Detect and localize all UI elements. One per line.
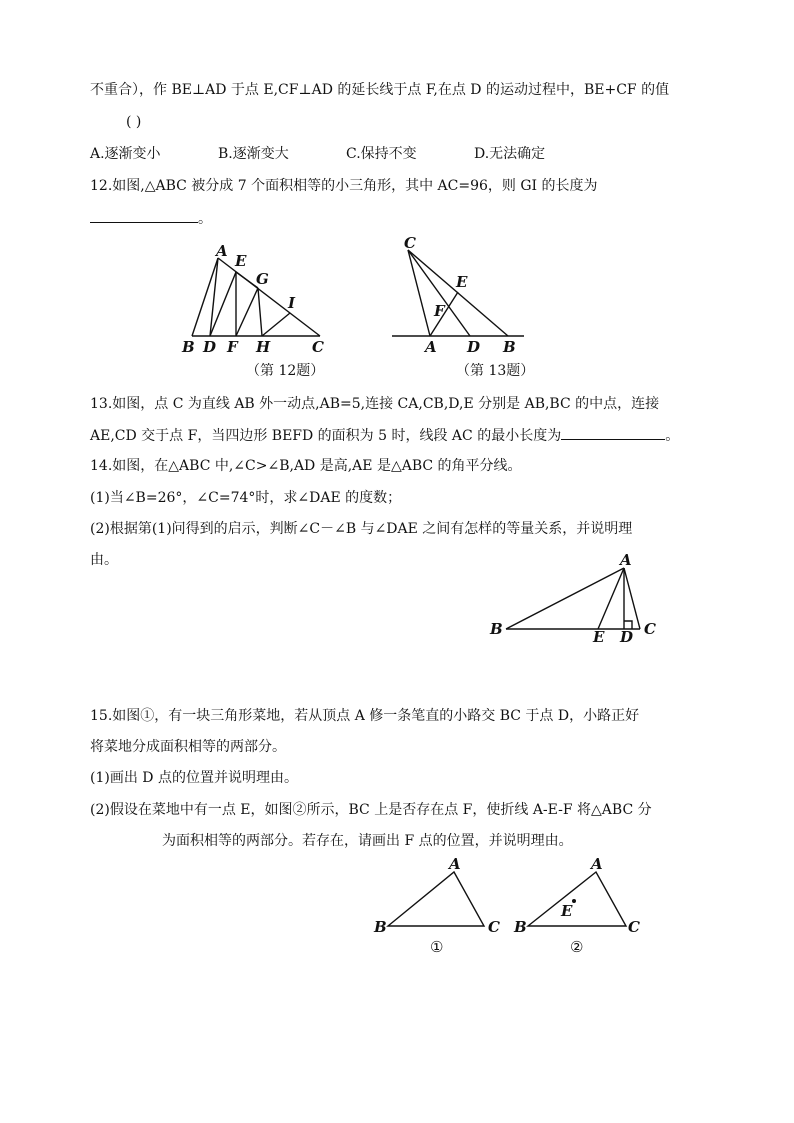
q14-label-c: C	[644, 620, 656, 638]
q14-segment-ae	[598, 568, 624, 629]
q11-choice-d: D.无法确定	[474, 146, 546, 162]
q15-text-line2: 将菜地分成面积相等的两部分。	[90, 739, 286, 755]
q11-text-line1: 不重合），作 BE⊥AD 于点 E,CF⊥AD 的延长线于点 F,在点 D 的运动过程中，BE+CF 的值	[90, 82, 670, 98]
q12-label-b: B	[182, 338, 195, 356]
q12-end-mark: 。	[198, 211, 212, 227]
q11-choice-b: B.逐渐变大	[218, 146, 289, 162]
q15-fig2-label-a: A	[591, 855, 603, 873]
q13-text-line1: 13.如图，点 C 为直线 AB 外一动点,AB=5,连接 CA,CB,D,E 分别是 AB,BC 的中点，连接	[90, 396, 660, 412]
q13-figure	[390, 232, 530, 362]
q15-fig2-caption: ②	[570, 938, 584, 956]
q12-text-line1: 12.如图,△ABC 被分成 7 个面积相等的小三角形，其中 AC=96，则 GI 的长度为	[90, 178, 598, 194]
q13-figure-caption: （第 13题）	[456, 363, 535, 379]
q12-label-f: F	[227, 338, 238, 356]
q15-figure-1	[372, 856, 502, 960]
q11-answer-bracket: ( )	[126, 114, 142, 130]
q14-label-e: E	[593, 628, 605, 646]
q12-segment-fg	[236, 288, 258, 336]
q12-segment-ac	[218, 258, 320, 336]
q15-fig1-label-a: A	[449, 855, 461, 873]
q12-answer-line	[90, 208, 212, 229]
q15-fig2-label-b: B	[514, 918, 527, 936]
q15-fig1-label-b: B	[374, 918, 387, 936]
q13-label-e: E	[456, 273, 468, 291]
q15-text-line4: (2)假设在菜地中有一点 E，如图②所示，BC 上是否存在点 F，使折线 A-E-F 将△ABC 分	[90, 802, 652, 818]
q12-figure-caption: （第 12题）	[246, 363, 325, 379]
q13-label-c: C	[404, 234, 416, 252]
q15-figure-2	[512, 856, 642, 960]
q13-figure-lines	[392, 250, 524, 336]
q12-segment-eg	[236, 272, 258, 288]
q14-label-b: B	[490, 620, 503, 638]
q13-segment-ca	[408, 250, 430, 336]
q15-fig2-triangle-abc	[528, 872, 626, 926]
q13-text-line2-content: AE,CD 交于点 F，当四边形 BEFD 的面积为 5 时，线段 AC 的最小长度为	[90, 428, 562, 444]
q13-end-mark: 。	[665, 428, 680, 444]
q12-answer-blank	[90, 208, 198, 223]
q14-figure	[484, 551, 664, 648]
q12-label-g: G	[256, 270, 269, 288]
q14-label-d: D	[620, 628, 634, 646]
q13-label-d: D	[467, 338, 481, 356]
q13-label-f: F	[434, 302, 445, 320]
q13-label-a: A	[425, 338, 437, 356]
q14-figure-lines	[506, 568, 640, 629]
q11-choice-a: A.逐渐变小	[90, 146, 161, 162]
q12-label-h: H	[256, 338, 271, 356]
q14-text-line3: (2)根据第(1)问得到的启示，判断∠C－∠B 与∠DAE 之间有怎样的等量关系，并说明理	[90, 521, 633, 537]
q12-label-i: I	[288, 294, 296, 312]
q14-text-line4: 由。	[90, 552, 118, 568]
q14-segment-ba	[506, 568, 624, 629]
q12-label-e: E	[235, 252, 247, 270]
q11-choice-c: C.保持不变	[346, 146, 417, 162]
q15-fig2-label-e: E	[561, 902, 573, 920]
q14-text-line1: 14.如图，在△ABC 中,∠C>∠B,AD 是高,AE 是△ABC 的角平分线。	[90, 458, 522, 474]
q15-fig2-label-c: C	[628, 918, 640, 936]
q13-text-line2	[90, 425, 679, 446]
q15-fig1-label-c: C	[488, 918, 500, 936]
q12-label-c: C	[312, 338, 324, 356]
q15-fig1-triangle-abc	[388, 872, 484, 926]
q13-label-b: B	[503, 338, 516, 356]
q14-text-line2: (1)当∠B=26°，∠C=74°时，求∠DAE 的度数；	[90, 490, 402, 506]
q12-segment-gh	[258, 288, 262, 336]
q12-label-d: D	[203, 338, 217, 356]
q15-text-line5: 为面积相等的两部分。若存在，请画出 F 点的位置，并说明理由。	[162, 833, 573, 849]
q15-fig2-point-e	[572, 899, 576, 903]
q12-label-a: A	[216, 242, 228, 260]
q15-text-line3: (1)画出 D 点的位置并说明理由。	[90, 770, 298, 786]
q12-figure	[176, 238, 346, 362]
q12-segment-hi	[262, 313, 290, 336]
q14-segment-ac	[624, 568, 640, 629]
q13-answer-blank	[561, 425, 665, 440]
q15-fig1-caption: ①	[430, 938, 444, 956]
q14-label-a: A	[620, 551, 632, 569]
q15-text-line1: 15.如图①，有一块三角形菜地，若从顶点 A 修一条笔直的小路交 BC 于点 D，小路正好	[90, 708, 640, 724]
